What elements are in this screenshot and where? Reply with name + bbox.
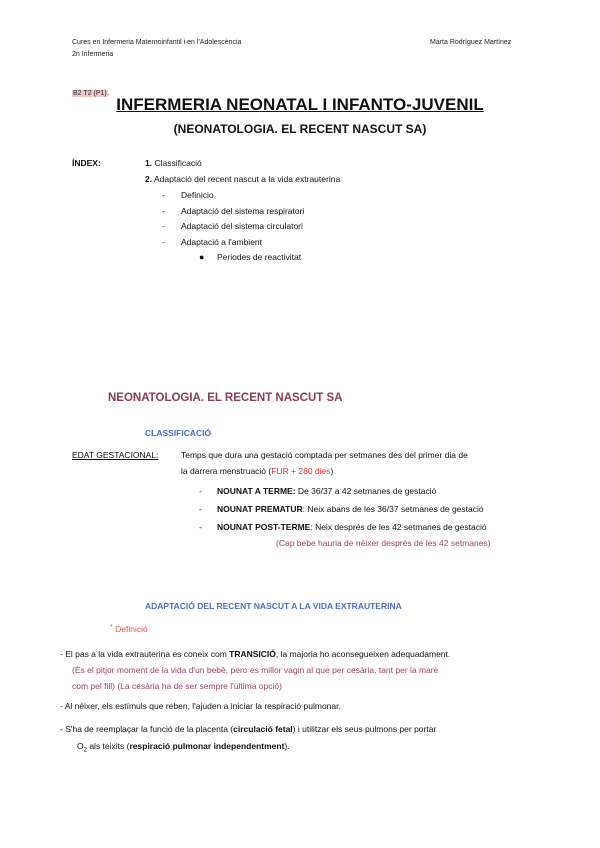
header-year: 2n Infermeria <box>72 51 114 58</box>
class-item-2-label: NOUNAT PREMATUR <box>217 504 303 514</box>
doc-code-label: B2 T2 (P1) <box>73 90 107 97</box>
header-course: Cures en Infermeria Maternoinfantil i en l'Adolescència <box>72 39 242 46</box>
class-dash-3: - <box>199 522 202 532</box>
index-subitem-1: Definicio <box>181 190 214 200</box>
index-item-1-num: 1. <box>145 158 153 168</box>
definition-line-2 <box>181 466 333 476</box>
class-item-2-text: : Neix abans de les 36/37 setmanes de gestació <box>302 504 484 514</box>
def-line2-text: la darrera menstruació ( <box>181 466 272 476</box>
index-item-2-text: Adaptació del recent nascut a la vida extrauterina <box>154 174 341 184</box>
index-item-1-text: Classificació <box>154 158 202 168</box>
index-dash-1: - <box>162 190 165 200</box>
paragraph-placenta-2 <box>77 738 290 759</box>
header-author: Marta Rodríguez Martínez <box>430 39 512 46</box>
paragraph-placenta <box>60 721 436 737</box>
p3-e: als teixits ( <box>86 741 130 751</box>
p3-o2-sub: 2 <box>83 747 87 754</box>
adaptacio-heading: ADAPTACIÓ DEL RECENT NASCUT A LA VIDA EXTRAUTERINA <box>145 601 402 611</box>
definicio-subheading <box>110 624 148 634</box>
class-dash-2: - <box>199 504 202 514</box>
index-dash-3: - <box>162 221 165 231</box>
bullet-dot-icon: ● <box>199 252 205 262</box>
index-item-1 <box>145 158 202 168</box>
classificacio-heading: CLASSIFICACIÓ <box>145 428 212 438</box>
index-dash-2: - <box>162 206 165 216</box>
p3-g: ). <box>284 741 290 751</box>
index-item-2 <box>145 174 340 184</box>
index-subsubitem-1: Periodes de reactivitat <box>217 252 302 262</box>
note-line-1: (És el pitjor moment de la vida d'un bebè, pero es millor vagin al que per cesària, tant per la mare <box>72 665 439 675</box>
doc-code-suffix: . <box>107 90 110 97</box>
class-item-3-label: NOUNAT POST-TERME <box>217 522 311 532</box>
class-item-1 <box>217 486 436 496</box>
class-note: (Cap bebe hauria de néixer després de les 42 setmanes) <box>276 538 491 548</box>
note-line-2: com pel fill) (La cesària ha de ser sempre l'última opció) <box>72 681 282 691</box>
page-subtitle: (NEONATOLOGIA. EL RECENT NASCUT SA) <box>173 122 427 136</box>
p3-c: ) i utilitzar els seus pulmons per portar <box>292 724 437 734</box>
class-item-1-label: NOUNAT A TERME: <box>217 486 296 496</box>
index-subitem-2: Adaptació del sistema respiratori <box>181 206 305 216</box>
class-item-2 <box>217 504 484 514</box>
def-line2-end: ) <box>330 466 334 476</box>
fur-highlight: FUR + 280 dies <box>271 466 331 476</box>
page-title: INFERMERIA NEONATAL I INFANTO-JUVENIL <box>116 95 484 114</box>
paragraph-transicio <box>60 646 450 662</box>
class-item-1-text: De 36/37 a 42 setmanes de gestació <box>295 486 437 496</box>
class-item-3-text: : Neix després de les 42 setmanes de gestació <box>310 522 487 532</box>
index-subitem-4: Adaptació a l'ambient <box>181 237 263 247</box>
p3-a: - S'ha de reemplaçar la funció de la placenta ( <box>60 724 234 734</box>
index-dash-4: - <box>162 237 165 247</box>
p1-c: , la majoria ho aconsegueixen adequadament. <box>275 649 451 659</box>
p3-b: circulació fetal <box>233 724 293 734</box>
index-subitem-3: Adaptació del sistema circulatori <box>181 221 303 231</box>
p3-o2: O <box>77 741 84 751</box>
section-title: NEONATOLOGIA. EL RECENT NASCUT SA <box>108 392 343 404</box>
p1-b: TRANSICIÓ <box>229 649 276 659</box>
p3-f: respiració pulmonar independentment <box>129 741 285 751</box>
class-item-3 <box>217 522 487 532</box>
edat-gestacional-term: EDAT GESTACIONAL: <box>72 450 159 460</box>
index-label: ÍNDEX: <box>72 158 101 168</box>
definicio-label: Definició <box>115 624 148 634</box>
asterisk-icon: * <box>110 624 113 631</box>
definition-line-1: Temps que dura una gestació comptada per setmanes des del primer dia de <box>181 450 468 460</box>
paragraph-estimuls: - Al néixer, els estímuls que reben, l'ajuden a iniciar la respiració pulmonar. <box>60 701 341 711</box>
p1-a: - El pas a la vida extrauterina es coneix com <box>60 649 230 659</box>
index-item-2-num: 2. <box>145 174 153 184</box>
class-dash-1: - <box>199 486 202 496</box>
